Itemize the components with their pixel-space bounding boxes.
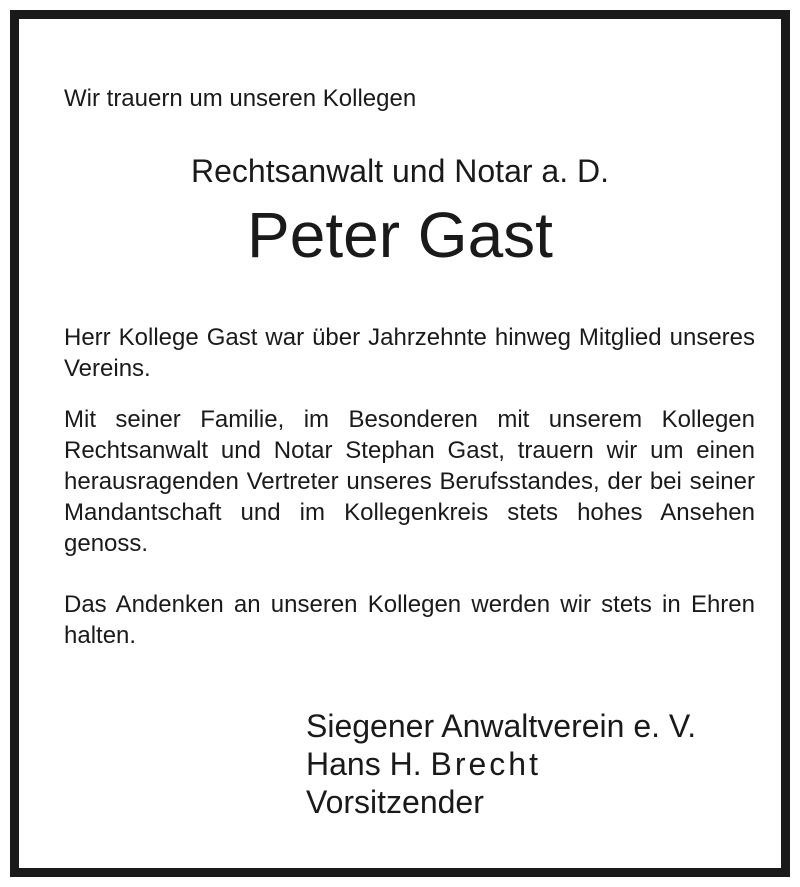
obituary-notice — [10, 10, 790, 877]
paragraph-membership: Herr Kollege Gast war über Jahrzehnte hinweg Mitglied unseres Vereins. — [64, 324, 755, 382]
signature-person — [306, 745, 696, 783]
signature-organization: Siegener Anwaltverein e. V. — [306, 708, 697, 744]
signature-person-first: Hans H. — [306, 746, 422, 782]
signature-block — [306, 707, 696, 821]
paragraph-condolence: Mit seiner Familie, im Besonderen mit unserem Kollegen Rechtsanwalt und Notar Stephan Gast, trauern wir um einen herausragenden Vertreter unseres Berufsstandes, der bei seiner Mandantschaft und im Kollegenkreis stets hohes Ansehen genoss. — [64, 406, 755, 557]
paragraph-remembrance: Das Andenken an unseren Kollegen werden wir stets in Ehren halten. — [64, 591, 755, 649]
professional-title: Rechtsanwalt und Notar a. D. — [191, 153, 609, 189]
intro-line: Wir trauern um unseren Kollegen — [64, 85, 417, 112]
signature-person-last: Brecht — [430, 746, 541, 782]
signature-role: Vorsitzender — [306, 784, 484, 820]
deceased-name: Peter Gast — [247, 199, 553, 271]
